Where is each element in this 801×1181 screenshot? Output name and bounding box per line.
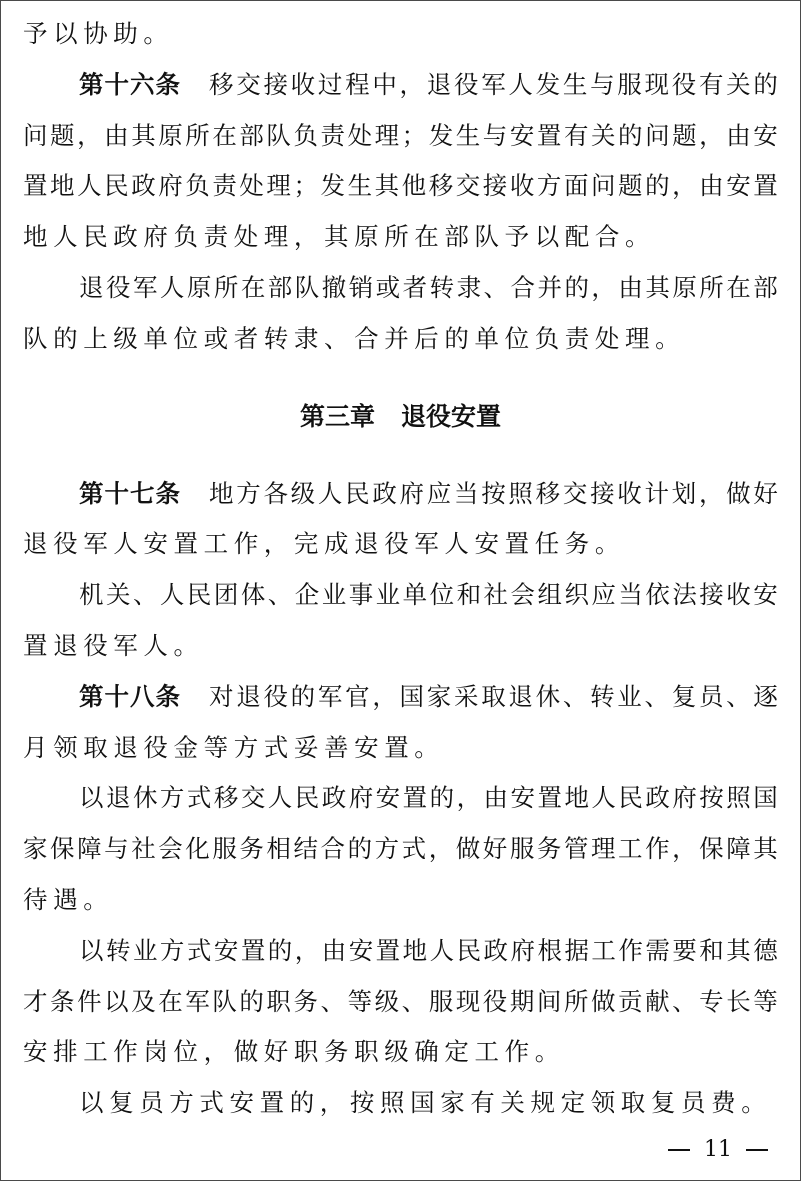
text-line: 以 退 休 方 式 移 交 人 民 政 府 安 置 的 ， 由 安 置 地 人 民 政 府 按 照 国 bbox=[79, 783, 778, 813]
text-line: 以复员方式安置的，按照国家有关规定领取复员费。 bbox=[79, 1088, 772, 1118]
page-number bbox=[668, 1137, 768, 1162]
document-body bbox=[23, 9, 778, 1129]
text-line: 以 转 业 方 式 安 置 的 ， 由 安 置 地 人 民 政 府 根 据 工 作 需 要 和 其 德 bbox=[79, 935, 778, 965]
text-line: 家 保 障 与 社 会 化 服 务 相 结 合 的 方 式 ， 做 好 服 务 管 理 工 作 ， 保 障 其 bbox=[23, 834, 778, 864]
text-line: 安排工作岗位，做好职务职级确定工作。 bbox=[23, 1037, 565, 1067]
chapter-name: 退役安置 bbox=[401, 401, 502, 431]
text-line: 退 役 军 人 原 所 在 部 队 撤 销 或 者 转 隶 、 合 并 的 ， 由 其 原 所 在 部 bbox=[79, 272, 778, 302]
text-line: 予以协助。 bbox=[23, 19, 174, 48]
text-line: 月领取退役金等方式妥善安置。 bbox=[23, 732, 445, 762]
article-17-title: 第十七条 bbox=[79, 478, 181, 508]
text-line: 移 交 接 收 过 程 中 ， 退 役 军 人 发 生 与 服 现 役 有 关 的 bbox=[209, 69, 778, 99]
dash-left bbox=[668, 1149, 690, 1151]
article-18-first-line bbox=[23, 672, 778, 723]
article-18-title: 第十八条 bbox=[79, 681, 181, 711]
page-number-value: 11 bbox=[704, 1137, 732, 1162]
chapter-number: 第三章 bbox=[299, 401, 375, 431]
text-line: 队的上级单位或者转隶、合并后的单位负责处理。 bbox=[23, 323, 686, 353]
text-line: 地人民政府负责处理，其原所在部队予以配合。 bbox=[23, 222, 656, 252]
text-line: 问 题 ， 由 其 原 所 在 部 队 负 责 处 理 ； 发 生 与 安 置 有 关 的 问 题 ， 由 安 bbox=[23, 120, 778, 150]
text-line: 退役军人安置工作，完成退役军人安置任务。 bbox=[23, 529, 625, 559]
text-line: 机 关 、 人 民 团 体 、 企 业 事 业 单 位 和 社 会 组 织 应 当 依 法 接 收 安 bbox=[79, 580, 778, 610]
chapter-heading bbox=[23, 391, 778, 443]
text-line: 对 退 役 的 军 官 ， 国 家 采 取 退 休 、 转 业 、 复 员 、 逐 bbox=[209, 681, 778, 711]
text-line: 地 方 各 级 人 民 政 府 应 当 按 照 移 交 接 收 计 划 ， 做 好 bbox=[209, 478, 778, 508]
text-line: 置 地 人 民 政 府 负 责 处 理 ； 发 生 其 他 移 交 接 收 方 面 问 题 的 ， 由 安 置 bbox=[23, 171, 778, 201]
article-17-first-line bbox=[23, 469, 778, 520]
text-line: 置退役军人。 bbox=[23, 630, 204, 660]
article-16-title: 第十六条 bbox=[79, 69, 181, 99]
article-16-first-line bbox=[23, 60, 778, 111]
text-line: 才 条 件 以 及 在 军 队 的 职 务 、 等 级 、 服 现 役 期 间 所 做 贡 献 、 专 长 等 bbox=[23, 986, 778, 1016]
text-line: 待遇。 bbox=[23, 884, 114, 914]
dash-right bbox=[746, 1149, 768, 1151]
